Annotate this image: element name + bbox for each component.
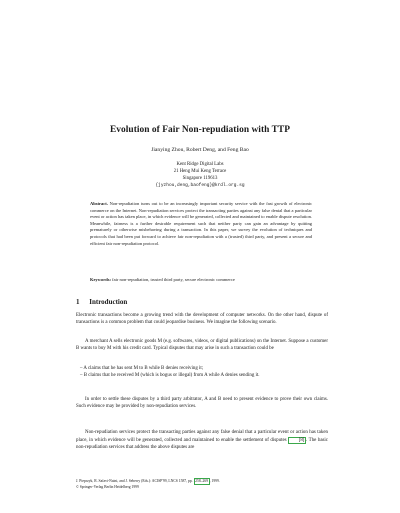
list-item: – A claims that he has sent M to B while B denies receiving it; [80,366,204,371]
citation-link[interactable]: [8] [288,437,306,445]
keywords [90,277,312,284]
copyright-line: © Springer-Verlag Berlin Heidelberg 1999 [76,484,139,489]
affiliation-line-1: Kent Ridge Digital Labs [176,162,224,167]
paper-title: Evolution of Fair Non-repudiation with TTP [110,125,290,135]
footnote-year: , 1999. [209,479,220,483]
paper-authors: Jianying Zhou, Robert Deng, and Feng Bao [151,147,249,153]
footnote-citation: J. Pieprzyk, R. Safavi-Naini, and J. Seberry (Eds.): ACISP'99, LNCS 1587, pp. [76,479,193,483]
paragraph-4 [76,430,328,452]
dispute-list [80,366,328,380]
author-email: {jyzhou,deng,baofeng}@krdl.org.sg [155,182,245,188]
paragraph-1: Electronic transactions become a growing trend with the development of computer networks. On the other hand, dispute of transactions is a common problem that could jeopardise business. We imagine the following scenario. [76,313,328,325]
section-heading [76,298,127,306]
affiliation-line-3: Singapore 119613 [182,175,218,181]
paragraph-4-text: Non-repudiation services protect the transacting parties against any false denial that a particular event or action has taken place, in which evidence will be generated, collected and maintained to enable the settlement of disputes [76,430,328,443]
paragraph-2: A merchant A sells electronic goods M (e.g. softwares, videos, or digital publications) on the Internet. Suppose a customer B wants to buy M with his credit card. Typical disputes that may arise in such a transaction could be [76,339,328,351]
section-number: 1 [76,298,80,306]
page-range-link[interactable]: 258–269 [195,479,209,483]
paragraph-4-text-end: . The basic non-repudiation services that address the above disputes are [76,437,328,450]
paragraph-3: In order to settle these disputes by a third party arbitrator, A and B need to present evidence to prove their own claims. Such evidence may be provided by non-repudiation services. [76,397,328,409]
abstract-label: Abstract. [90,201,108,206]
section-title: Introduction [89,298,128,306]
list-item: – B claims that he received M (which is bogus or illegal) from A while A denies sending it. [80,372,260,378]
keywords-text: fair non-repudiation, trusted third party, secure electronic commerce [112,277,235,282]
affiliation-block [0,162,400,190]
abstract-text: Non-repudiation turns out to be an increasingly important security service with the fast growth of electronic commerce on the Internet. Non-repudiation services protect the transacting parties against any false denial that a particular event or action has taken place, in which evidence will be generated, collected and maintained to enable dispute resolution. Meanwhile, fairness is a further desirable requirement such that neither party can gain an advantage by quitting prematurely or otherwise misbehaving during a transaction. In this paper, we survey the evolution of techniques and protocols that had been put forward to achieve fair non-repudiation with a (trusted) third party, and present a secure and efficient fair non-repudiation protocol. [90,201,312,246]
footnote [76,478,328,490]
affiliation-line-2: 21 Heng Mui Keng Terrace [173,168,227,174]
keywords-label: Keywords: [90,277,111,282]
abstract [90,201,312,247]
